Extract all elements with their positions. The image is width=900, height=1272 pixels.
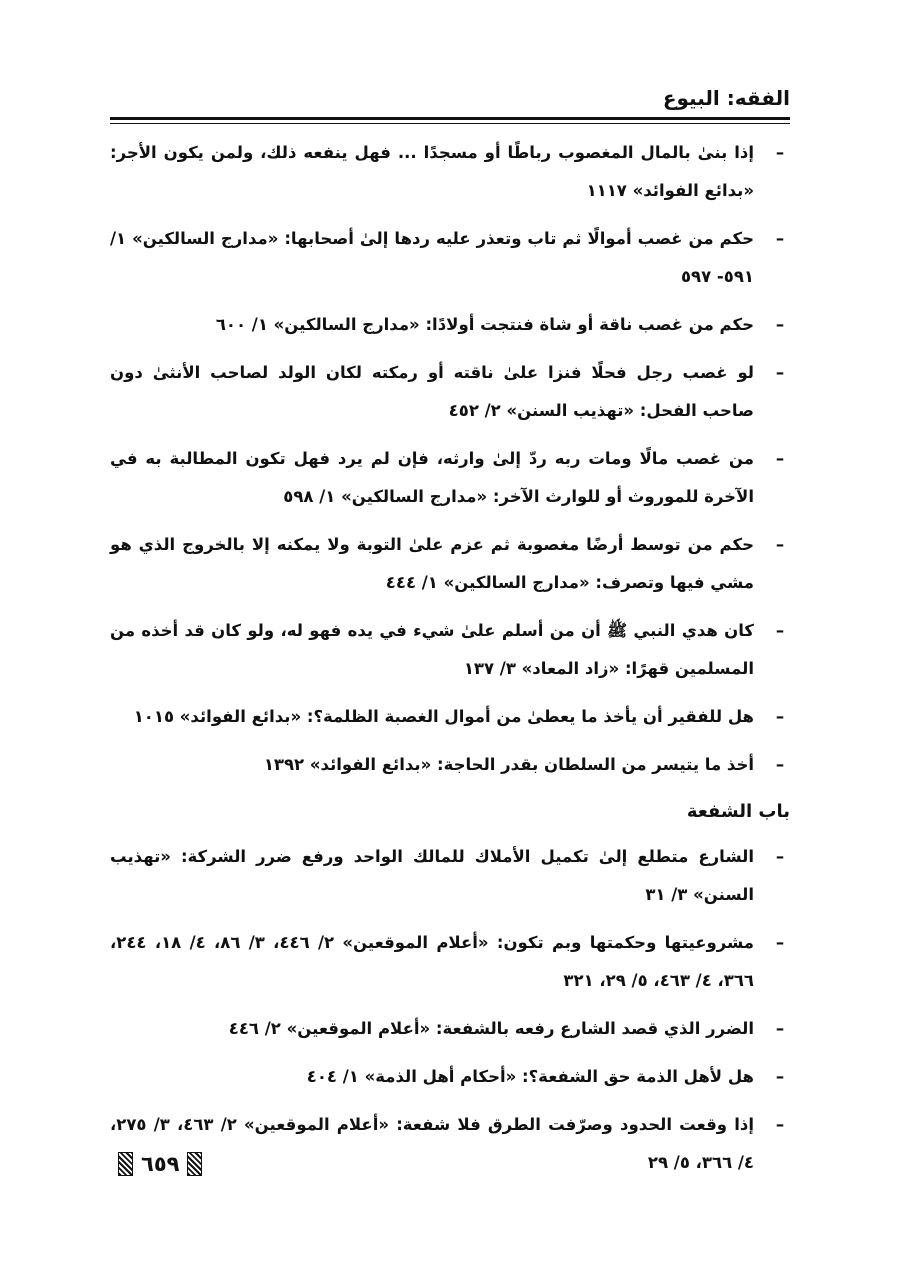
bullet-dash: –: [775, 143, 785, 162]
index-entry: [110, 924, 790, 1000]
entry-text: حكم من توسط أرضًا مغصوبة ثم عزم علىٰ التوبة ولا يمكنه إلا بالخروج الذي هو مشي فيها وتصرف: «مدارج السالكين» ١/ ٤٤٤: [110, 535, 754, 592]
bullet-dash: –: [775, 1067, 785, 1086]
header-rule-thin: [110, 123, 790, 124]
entry-text: حكم من غصب ناقة أو شاة فنتجت أولادًا: «مدارج السالكين» ١/ ٦٠٠: [215, 315, 754, 334]
entry-text: هل لأهل الذمة حق الشفعة؟: «أحكام أهل الذمة» ١/ ٤٠٤: [306, 1067, 754, 1086]
bullet-dash: –: [775, 315, 785, 334]
page-footer: [118, 1152, 202, 1176]
section-title: باب الشفعة: [686, 801, 790, 822]
entry-text: مشروعيتها وحكمتها وبم تكون: «أعلام الموقعين» ٢/ ٤٤٦، ٣/ ٨٦، ٤/ ١٨، ٢٤٤، ٣٦٦، ٤/ ٤٦٣، ٥/ ٢٩، ٣٢١: [110, 933, 754, 990]
bullet-dash: –: [775, 1115, 785, 1134]
index-entry: [110, 1106, 790, 1182]
index-entry: [110, 440, 790, 516]
index-entry: [110, 698, 790, 736]
index-entry: [110, 134, 790, 210]
index-entry: [110, 1010, 790, 1048]
index-entry: [110, 354, 790, 430]
bullet-dash: –: [775, 933, 785, 952]
running-header-title: الفقه: البيوع: [662, 86, 790, 110]
bullet-dash: –: [775, 449, 785, 468]
index-entry: [110, 526, 790, 602]
index-entry: [110, 306, 790, 344]
ornament-icon: [118, 1152, 133, 1176]
bullet-dash: –: [775, 363, 785, 382]
bullet-dash: –: [775, 755, 785, 774]
entry-text: هل للفقير أن يأخذ ما يعطىٰ من أموال الغصبة الظلمة؟: «بدائع الفوائد» ١٠١٥: [133, 707, 754, 726]
entry-text: إذا وقعت الحدود وصرّفت الطرق فلا شفعة: «أعلام الموقعين» ٢/ ٤٦٣، ٣/ ٢٧٥، ٤/ ٣٦٦، ٥/ ٢٩: [110, 1115, 754, 1172]
index-entry: [110, 1058, 790, 1096]
index-entry: [110, 612, 790, 688]
index-entry: [110, 220, 790, 296]
bullet-dash: –: [775, 847, 785, 866]
content: [110, 134, 790, 1192]
index-entry: [110, 746, 790, 784]
index-entry: [110, 838, 790, 914]
entry-text: كان هدي النبي ﷺ أن من أسلم علىٰ شيء في يده فهو له، ولو كان قد أخذه من المسلمين قهرًا: «زاد المعاد» ٣/ ١٣٧: [110, 621, 754, 678]
entry-text: من غصب مالًا ومات ربه ردّ إلىٰ وارثه، فإن لم يرد فهل تكون المطالبة به في الآخرة للموروث أو للوارث الآخر: «مدارج السالكين» ١/ ٥٩٨: [110, 449, 754, 506]
bullet-dash: –: [775, 621, 785, 640]
header-rule-thick: [110, 117, 790, 120]
entry-text: الضرر الذي قصد الشارع رفعه بالشفعة: «أعلام الموقعين» ٢/ ٤٤٦: [228, 1019, 754, 1038]
bullet-dash: –: [775, 535, 785, 554]
page-number: ٦٥٩: [141, 1152, 180, 1176]
entry-text: حكم من غصب أموالًا ثم تاب وتعذر عليه ردها إلىٰ أصحابها: «مدارج السالكين» ١/ ٥٩١- ٥٩٧: [110, 229, 754, 286]
entry-text: إذا بنىٰ بالمال المغصوب رباطًا أو مسجدًا ... فهل ينفعه ذلك، ولمن يكون الأجر: «بدائع الفوائد» ١١١٧: [110, 143, 754, 200]
ornament-icon: [187, 1152, 202, 1176]
entry-text: أخذ ما يتيسر من السلطان بقدر الحاجة: «بدائع الفوائد» ١٣٩٢: [263, 755, 754, 774]
page: [110, 0, 790, 1272]
entry-text: لو غصب رجل فحلًا فنزا علىٰ ناقته أو رمكته لكان الولد لصاحب الأنثىٰ دون صاحب الفحل: «تهذيب السنن» ٢/ ٤٥٢: [110, 363, 754, 420]
bullet-dash: –: [775, 707, 785, 726]
entry-text: الشارع متطلع إلىٰ تكميل الأملاك للمالك الواحد ورفع ضرر الشركة: «تهذيب السنن» ٣/ ٣١: [110, 847, 754, 904]
bullet-dash: –: [775, 1019, 785, 1038]
bullet-dash: –: [775, 229, 785, 248]
